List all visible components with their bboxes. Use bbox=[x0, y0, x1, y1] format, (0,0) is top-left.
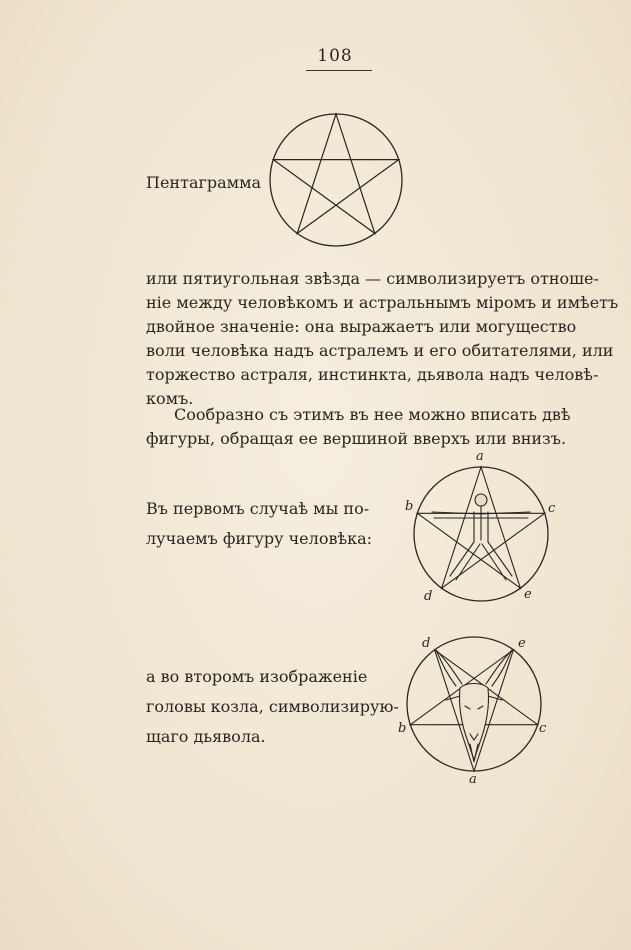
paragraph-2-line: Сообразно съ этимъ въ нее можно вписать двѣ bbox=[174, 405, 571, 424]
goat-pentagram-figure bbox=[396, 630, 556, 790]
case-1-text bbox=[146, 494, 373, 554]
figure-1-label-d: d bbox=[424, 589, 433, 604]
human-figure bbox=[432, 494, 530, 580]
figure-2-label-b: b bbox=[398, 721, 407, 736]
figure-2-label-c: c bbox=[539, 721, 547, 736]
figure-2-label-a: a bbox=[469, 772, 477, 787]
figure-2-label-e: e bbox=[518, 636, 526, 651]
paragraph-1-line: комъ. bbox=[146, 389, 194, 408]
figure-1-label-c: c bbox=[548, 501, 556, 516]
paragraph-1 bbox=[146, 267, 619, 411]
figure-1-label-b: b bbox=[405, 499, 414, 514]
case-2-line: щаго дьявола. bbox=[146, 727, 266, 746]
paragraph-1-line: воли человѣка надъ астралемъ и его обитателями, или bbox=[146, 341, 614, 360]
paragraph-1-line: или пятиугольная звѣзда — символизируетъ отноше- bbox=[146, 269, 599, 288]
paragraph-1-line: торжество астраля, инстинкта, дьявола надъ человѣ- bbox=[146, 365, 599, 384]
case-1-line: Въ первомъ случаѣ мы по- bbox=[146, 499, 370, 518]
paragraph-2 bbox=[146, 403, 571, 451]
paragraph-2-line: фигуры, обращая ее вершиной вверхъ или внизъ. bbox=[146, 429, 567, 448]
case-2-line: головы козла, символизирую- bbox=[146, 697, 399, 716]
paragraph-1-line: двойное значеніе: она выражаетъ или могущество bbox=[146, 317, 577, 336]
page-number-rule bbox=[306, 70, 372, 71]
case-2-line: а во второмъ изображеніе bbox=[146, 667, 368, 686]
paragraph-1-line: ніе между человѣкомъ и астральнымъ міромъ и имѣетъ bbox=[146, 293, 619, 312]
pentagram-circle bbox=[270, 114, 402, 246]
case-1-line: лучаемъ фигуру человѣка: bbox=[146, 529, 373, 548]
figure-1-label-e: e bbox=[524, 587, 532, 602]
figure-1-label-a: a bbox=[476, 449, 484, 464]
goat-head bbox=[436, 650, 512, 762]
pentagram-figure bbox=[268, 112, 404, 248]
case-2-text bbox=[146, 662, 399, 752]
pentagram-star bbox=[273, 114, 399, 233]
page-number: 108 bbox=[317, 46, 353, 66]
man-pentagram-figure bbox=[402, 448, 562, 608]
figure-2-label-d: d bbox=[422, 636, 431, 651]
pentagram-label: Пентаграмма bbox=[146, 173, 262, 192]
